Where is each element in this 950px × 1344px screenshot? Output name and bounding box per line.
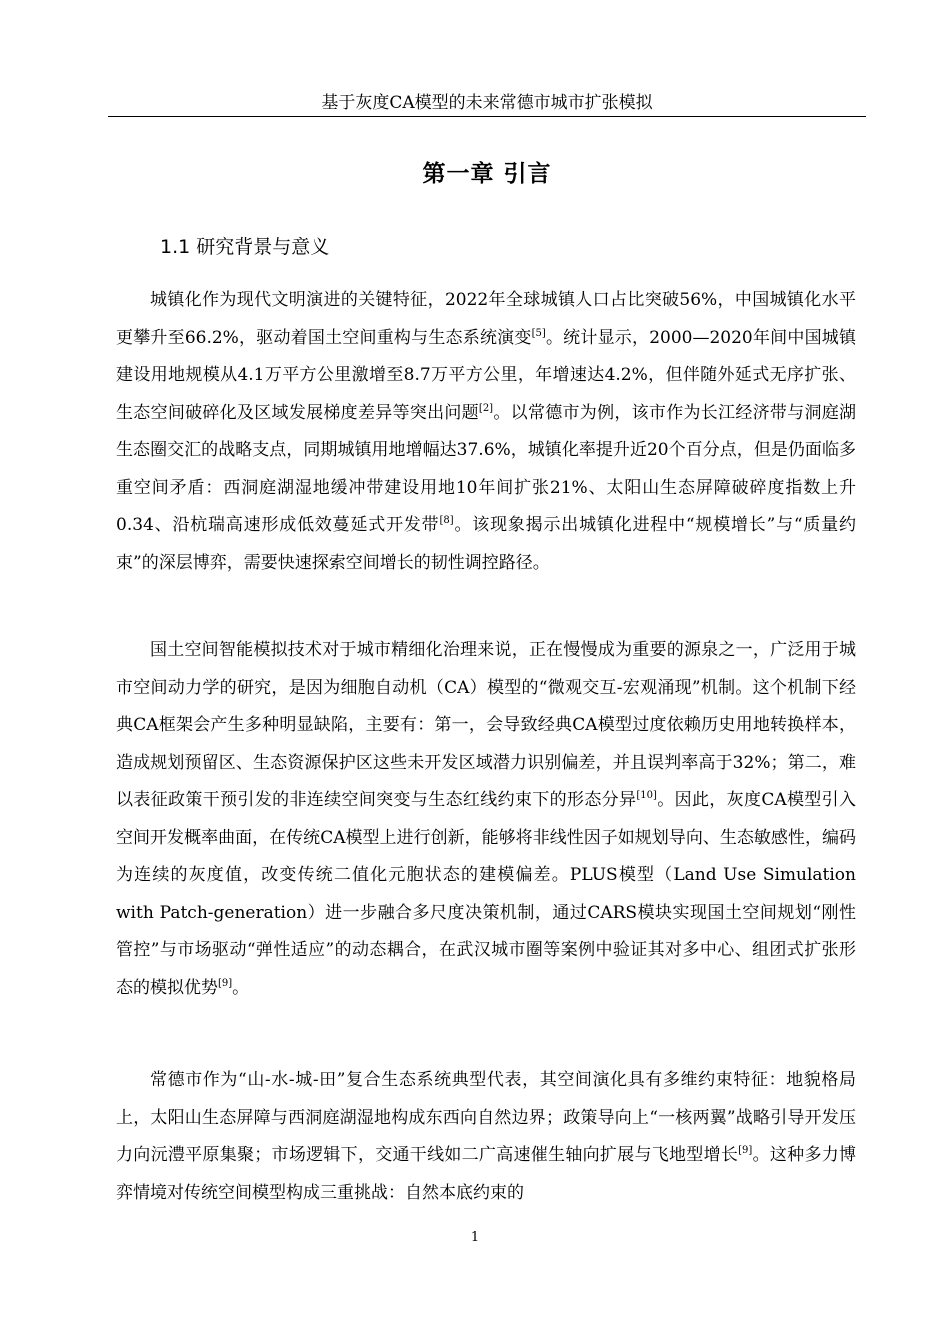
paragraph-3	[116, 1062, 856, 1212]
citation: [9]	[218, 977, 233, 989]
citation: [8]	[439, 515, 454, 526]
paragraph-text: 。统计显示，2000—2020年间中国城镇建设用地规模从4.1万平方公里激增至8.7万平方公里，年增速达4.2%，但伴随外延式无序扩张、生态空间破碎化及区域发展梯度差异等突出问题	[116, 327, 856, 423]
chapter-title: 第一章 引言	[422, 161, 552, 187]
paragraph-text: 。该现象揭示出城镇化进程中“规模增长”与“质量约束”的深层博弈，需要快速探索空间增长的韧性调控路径。	[116, 515, 856, 573]
citation: [10]	[636, 790, 657, 801]
citation: [2]	[478, 402, 494, 414]
paragraph-text: 城镇化作为现代文明演进的关键特征，2022年全球城镇人口占比突破56%，中国城镇化水平更攀升至66.2%，驱动着国土空间重构与生态系统演变	[116, 290, 856, 348]
running-header: 基于灰度CA模型的未来常德市城市扩张模拟	[321, 93, 653, 113]
header-divider	[108, 116, 866, 117]
citation: [5]	[531, 327, 546, 339]
citation: [9]	[738, 1145, 753, 1156]
paragraph-1	[116, 282, 856, 582]
paragraph-text: 。以常德市为例，该市作为长江经济带与洞庭湖生态圈交汇的战略支点，同期城镇用地增幅达37.6%，城镇化率提升近20个百分点，但是仍面临多重空间矛盾：西洞庭湖湿地缓冲带建设用地10年间扩张21%、太阳山生态屏障破碎度指数上升0.34、沿杭瑞高速形成低效蔓延式开发带	[116, 402, 857, 535]
paragraph-text: 。这种多力博弈情境对传统空间模型构成三重挑战：自然本底约束的	[116, 1145, 857, 1203]
paragraph-2	[116, 632, 856, 1007]
paragraph-text: 常德市作为“山-水-城-田”复合生态系统典型代表，其空间演化具有多维约束特征：地貌格局上，太阳山生态屏障与西洞庭湖湿地构成东西向自然边界；政策导向上“一核两翼”战略引导开发压力向沅澧平原集聚；市场逻辑下，交通干线如二广高速催生轴向扩展与飞地型增长	[116, 1070, 856, 1165]
paragraph-text: 国土空间智能模拟技术对于城市精细化治理来说，正在慢慢成为重要的源泉之一，广泛用于城市空间动力学的研究，是因为细胞自动机（CA）模型的“微观交互-宏观涌现”机制。这个机制下经典CA框架会产生多种明显缺陷，主要有：第一，会导致经典CA模型过度依赖历史用地转换样本，造成规划预留区、生态资源保护区这些未开发区域潜力识别偏差，并且误判率高于32%；第二，难以表征政策干预引发的非连续空间突变与生态红线约束下的形态分异	[116, 640, 856, 810]
page-number: 1	[470, 1230, 480, 1245]
paragraph-text: 。因此，灰度CA模型引入空间开发概率曲面，在传统CA模型上进行创新，能够将非线性因子如规划导向、生态敏感性，编码为连续的灰度值，改变传统二值化元胞状态的建模偏差。PLUS模型（Land Use Simulation with Patch-generation）进一步融合多尺度决策机制，通过CARS模块实现国土空间规划“刚性管控”与市场驱动“弹性适应”的动态耦合，在武汉城市圈等案例中验证其对多中心、组团式扩张形态的模拟优势	[116, 790, 856, 998]
paragraph-text: 。	[232, 977, 250, 998]
section-title: 1.1 研究背景与意义	[160, 236, 330, 258]
